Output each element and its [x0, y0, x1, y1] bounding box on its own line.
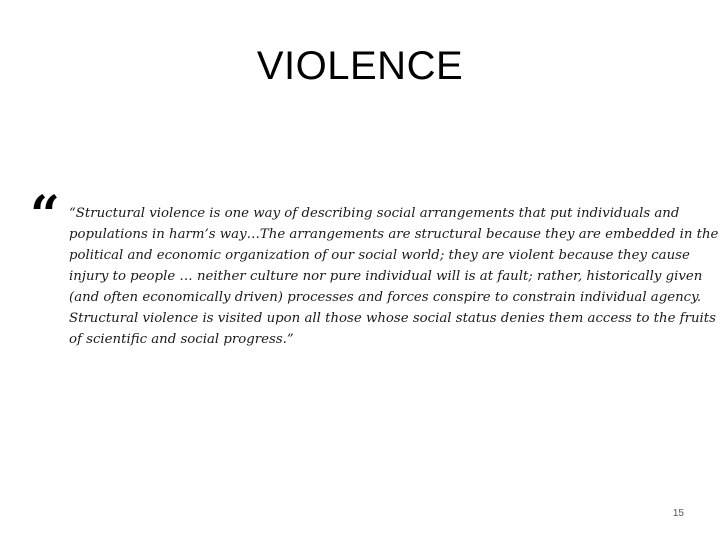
quote-line: populations in harm’s way…The arrangements are structural because they are embedded in the	[69, 227, 719, 242]
quote-line: political and economic organization of our social world; they are violent because they cause	[69, 248, 690, 263]
quote-mark-icon: “	[30, 185, 60, 246]
quote-line: Structural violence is visited upon all those whose social status denies them access to the fruits	[69, 311, 716, 326]
page-number: 15	[672, 508, 684, 519]
quote-text	[69, 203, 719, 350]
quote-line: “Structural violence is one way of describing social arrangements that put individuals and	[69, 206, 680, 221]
quote-line: injury to people … neither culture nor pure individual will is at fault; rather, historically given	[69, 269, 703, 284]
slide-title: VIOLENCE	[256, 44, 464, 88]
quote-line: of scientific and social progress.”	[69, 332, 294, 347]
quote-line: (and often economically driven) processes and forces conspire to constrain individual agency.	[69, 290, 702, 305]
